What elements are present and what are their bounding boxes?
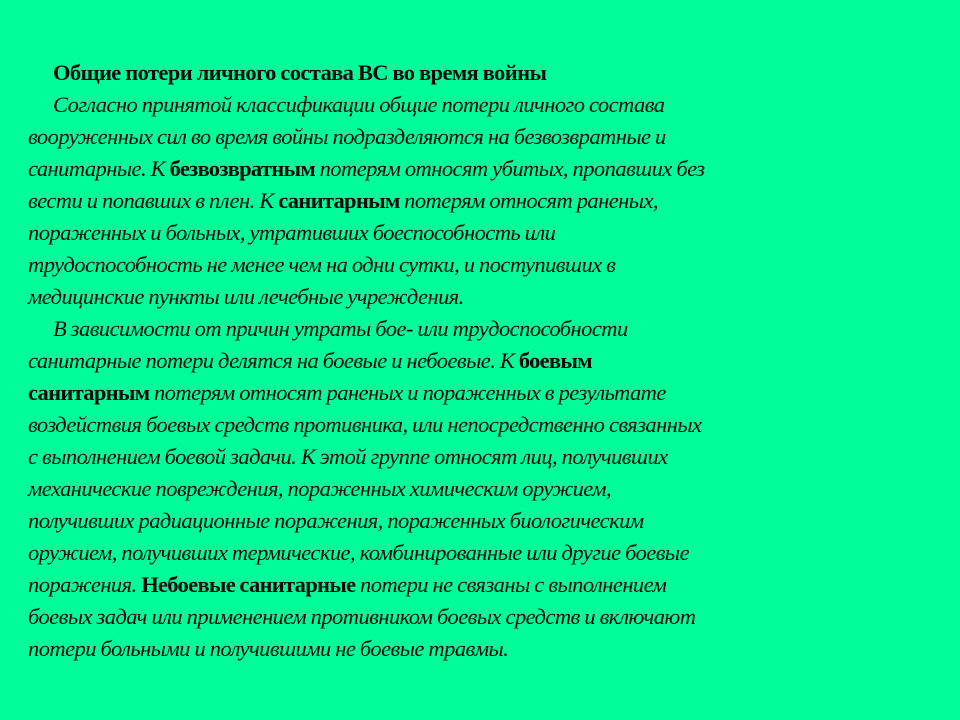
term-irrecoverable: безвозвратным xyxy=(169,156,316,181)
text-line: воздействия боевых средств противника, или непосредственно связанных xyxy=(28,412,702,437)
slide-title: Общие потери личного состава ВС во время войны xyxy=(53,60,547,85)
text-line: оружием, получивших термические, комбинированные или другие боевые xyxy=(28,540,690,565)
text-line: потери больными и получившими не боевые травмы. xyxy=(28,636,509,661)
text-line: санитарные потери делятся на боевые и небоевые. К боевым xyxy=(28,348,592,373)
term-combat: боевым xyxy=(518,348,592,373)
text-line: поражения. Небоевые санитарные потери не связаны с выполнением xyxy=(28,572,667,597)
text-line: вести и попавших в плен. К санитарным потерям относят раненых, xyxy=(28,188,658,213)
text-line: получивших радиационные поражения, пораженных биологическим xyxy=(28,508,644,533)
paragraph-sanitary-types xyxy=(28,313,933,665)
text-line: вооруженных сил во время войны подразделяются на безвозвратные и xyxy=(28,124,666,149)
text-line: трудоспособность не менее чем на одни сутки, и поступивших в xyxy=(28,252,616,277)
text-line: Согласно принятой классификации общие потери личного состава xyxy=(53,92,665,117)
text-line: с выполнением боевой задачи. К этой группе относят лиц, получивших xyxy=(28,444,668,469)
text-line: боевых задач или применением противником боевых средств и включают xyxy=(28,604,696,629)
term-noncombat-sanitary: Небоевые санитарные xyxy=(141,572,356,597)
term-sanitary: санитарным xyxy=(278,188,400,213)
text-line: механические повреждения, пораженных химическим оружием, xyxy=(28,476,612,501)
text-line: пораженных и больных, утративших боеспособность или xyxy=(28,220,556,245)
text-line: В зависимости от причин утраты бое- или трудоспособности xyxy=(53,316,628,341)
slide-content xyxy=(28,57,933,665)
term-combat-sanitary: санитарным xyxy=(28,380,150,405)
text-line: медицинские пункты или лечебные учреждения. xyxy=(28,284,464,309)
paragraph-classification xyxy=(28,89,933,313)
text-line: санитарным потерям относят раненых и пораженных в результате xyxy=(28,380,666,405)
text-line: санитарные. К безвозвратным потерям относят убитых, пропавших без xyxy=(28,156,705,181)
